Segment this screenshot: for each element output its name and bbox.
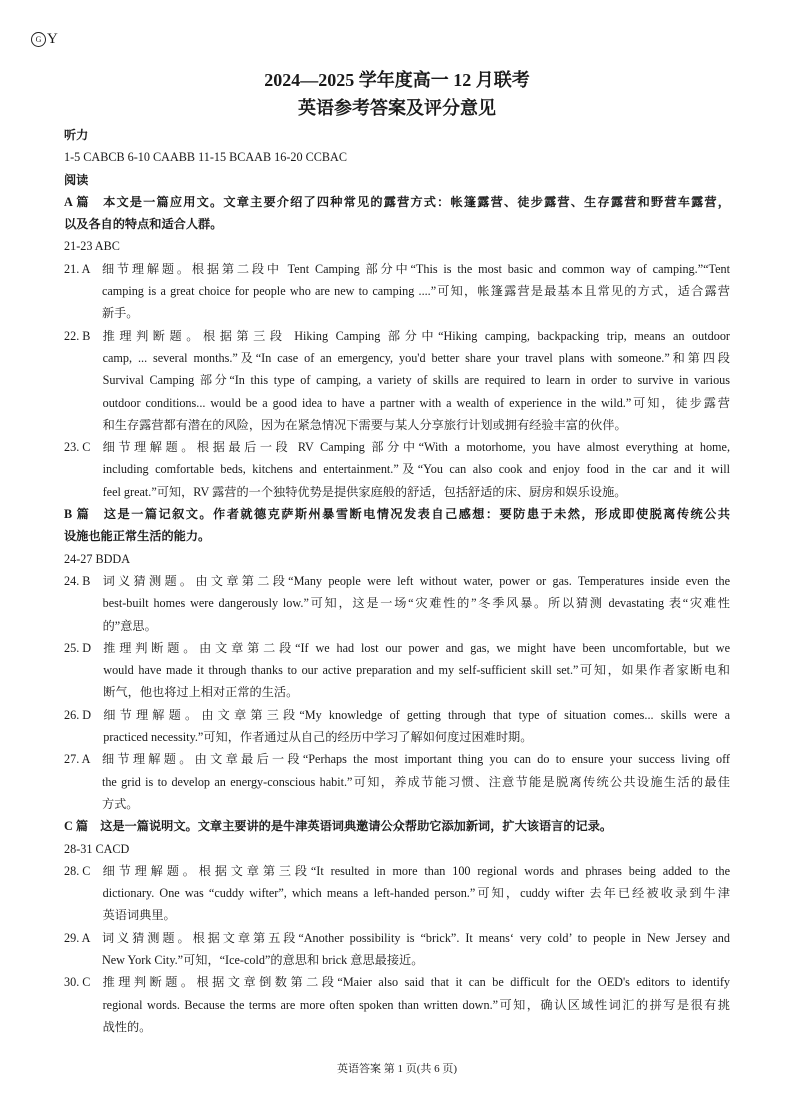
item-number: 30. C [64,975,103,990]
answer-item-23 [64,436,730,503]
section-c-answers: 28-31 CACD [64,841,130,856]
listening-heading: 听力 [64,128,89,142]
answer-content [64,124,730,1038]
item-line: 和生存露营都有潜在的风险，因为在紧急情况下需要与某人分享旅行计划或拥有经验丰富的伙伴。 [102,417,627,432]
page-title: 2024—2025 学年度高一 12 月联考 [264,70,530,90]
item-line: 新手。 [101,306,139,321]
answer-item-24 [64,570,730,637]
item-line: feel great.”可知，RV 露营的一个独特优势是提供家庭般的舒适，包括舒适的床、厨房和娱乐设施。 [102,484,627,499]
item-line: camping is a great choice for people who are new to camping ....”可知，帐篷露营是最基本且常见的方式，适合露营 [101,284,730,299]
page-subtitle: 英语参考答案及评分意见 [298,98,496,118]
item-line: dictionary. One was “cuddy wifter”, which means a left-handed person.”可知，cuddy wifter 去年已经被收录到牛津 [102,886,730,901]
item-number: 22. B [64,328,103,343]
logo-circle-icon: G [31,32,46,47]
item-number: 21. A [64,261,102,276]
item-line: 推理判断题。由文章第二段“If we had lost our power and gas, we might have been uncomfortable, but we [103,640,730,655]
page-footer: 英语答案 第 1 页(共 6 页) [336,1063,458,1075]
item-number: 29. A [64,930,102,945]
item-line: including comfortable beds, kitchens and entertainment.”及“You can also cook and enjoy food in the car and it will [102,462,730,477]
item-line: 细节理解题。根据文章第三段“It resulted in more than 100 regional words and phrases being added to the [102,863,730,878]
answer-item-30 [64,971,730,1038]
summary-line: 以及各自的特点和适合人群。 [64,217,223,232]
item-line: outdoor conditions... would be a good idea to have a partner with a wealth of experience in the wild.”可知，徒步露营 [102,395,730,410]
logo-text: Y [47,31,58,47]
item-line: 的”意思。 [102,618,157,633]
item-line: 词义猜测题。根据文章第五段“Another possibility is “brick”. It means‘ very cold’ to people in New Jersey and [101,930,730,945]
item-line: 细节理解题。根据最后一段 RV Camping 部分中“With a motorhome, you have almost everything at home, [102,440,730,455]
listening-answers: 1-5 CABCB 6-10 CAABB 11-15 BCAAB 16-20 CCBAC [64,150,347,165]
answer-item-22 [64,325,730,436]
item-number: 25. D [64,640,104,655]
item-line: best-built homes were dangerously low.”可知，这是一场“灾难性的”冬季风暴。所以猜测 devastating 表“灾难性 [102,596,730,611]
item-number: 23. C [64,440,103,455]
section-c-summary [64,815,730,837]
summary-line: C 篇 这是一篇说明文。文章主要讲的是牛津英语词典邀请公众帮助它添加新词，扩大该语言的记录。 [64,819,613,834]
item-line: camp, ... several months.”及“In case of an emergency, you'd better share your travel plans with someone.”和第四段 [102,350,730,365]
section-a-summary [64,191,730,236]
section-b-answers: 24-27 BDDA [64,551,131,566]
item-line: 推理判断题。根据第三段 Hiking Camping 部分中“Hiking camping, backpacking trip, means an outdoor [102,328,730,343]
answer-item-26 [64,704,730,749]
item-number: 24. B [64,573,103,588]
item-number: 27. A [64,752,102,767]
item-line: 细节理解题。根据第二段中 Tent Camping 部分中“This is the most basic and common way of camping.”“Tent [101,261,730,276]
item-line: 细节理解题。由文章第三段“My knowledge of getting through that type of situation comes... skills were a [103,707,730,722]
item-line: Survival Camping 部分“In this type of camping, a variety of skills are required to learn in order to survive in various [102,373,730,388]
item-line: practiced necessity.”可知，作者通过从自己的经历中学习了解如何度过困难时期。 [103,730,533,745]
summary-line: 设施也能正常生活的能力。 [64,529,211,544]
item-line: 英语词典里。 [102,908,176,923]
item-line: New York City.”可知，“Ice-cold”的意思和 brick 意思最接近。 [101,952,424,967]
item-line: 断气，他也将过上相对正常的生活。 [103,685,299,700]
answer-item-27 [64,748,730,815]
item-number: 26. D [64,707,104,722]
item-line: regional words. Because the terms are more often spoken than written down.”可知，确认区域性词汇的拼写是很有挑 [102,997,730,1012]
item-line: would have made it through thanks to our active preparation and my self-sufficient skill set.”可知，如果作者家断电和 [103,663,730,678]
section-a-answers: 21-23 ABC [64,239,120,254]
item-line: 推理判断题。根据文章倒数第二段“Maier also said that it can be difficult for the OED's editors to identify [102,975,730,990]
publisher-logo [31,31,58,48]
item-line: 战性的。 [102,1019,152,1034]
item-line: 细节理解题。由文章最后一段“Perhaps the most important thing you can do to ensure your success living off [101,752,730,767]
item-line: the grid is to develop an energy-conscious habit.”可知，养成节能习惯、注意节能是脱离传统公共设施生活的最佳 [101,774,730,789]
item-line: 方式。 [101,796,139,811]
summary-line: B 篇 这是一篇记叙文。作者就德克萨斯州暴雪断电情况发表自己感想：要防患于未然，形成即使脱离传统公共 [64,507,730,522]
item-number: 28. C [64,863,103,878]
reading-heading: 阅读 [64,172,89,187]
summary-line: A 篇 本文是一篇应用文。文章主要介绍了四种常见的露营方式：帐篷露营、徒步露营、生存露营和野营车露营， [64,194,730,209]
answer-item-28 [64,860,730,927]
answer-item-25 [64,637,730,704]
answer-item-21 [64,258,730,325]
answer-item-29 [64,927,730,972]
section-b-summary [64,503,730,548]
item-line: 词义猜测题。由文章第二段“Many people were left without water, power or gas. Temperatures inside even the [102,573,730,588]
